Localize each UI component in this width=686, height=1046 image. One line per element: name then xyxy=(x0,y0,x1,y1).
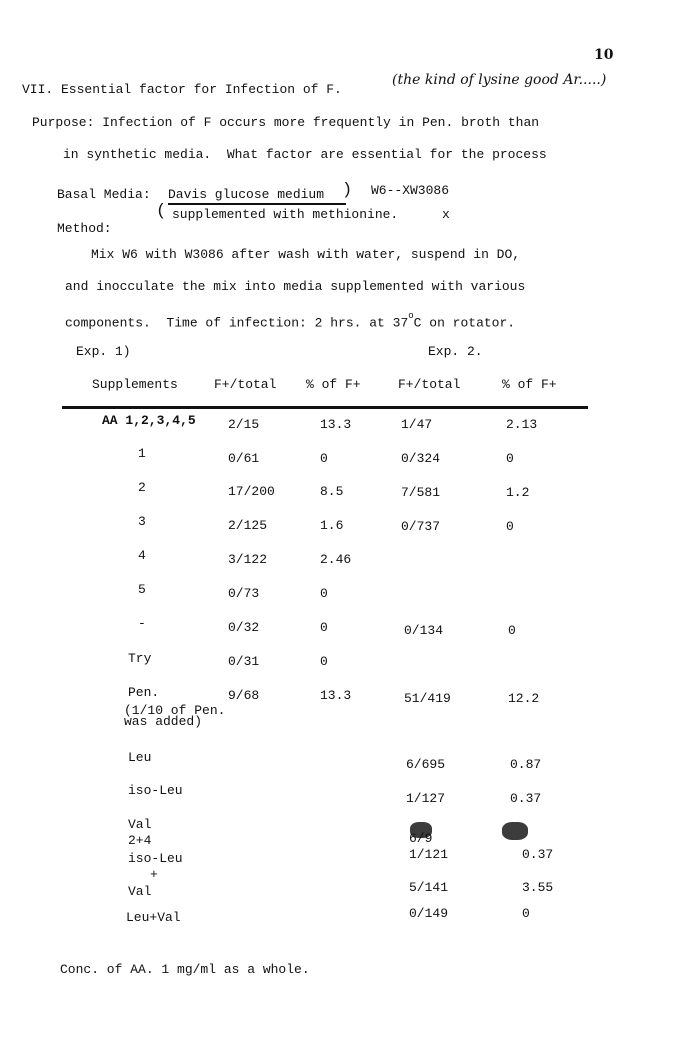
table-row-supplement: 2 xyxy=(138,480,146,495)
header-f-total-1: F+/total xyxy=(214,377,277,392)
table-row-supplement: 2+4 xyxy=(128,833,152,848)
table-cell: 7/581 xyxy=(401,485,441,500)
table-cell: 0/737 xyxy=(401,519,441,534)
table-row-supplement: iso-Leu xyxy=(128,783,183,798)
table-cell: 0 xyxy=(506,519,514,534)
exp2-label: Exp. 2. xyxy=(428,344,483,359)
table-row-supplement: AA 1,2,3,4,5 xyxy=(102,413,196,428)
table-cell: 0 xyxy=(522,906,530,921)
table-cell: 0/32 xyxy=(228,620,260,635)
table-row-supplement: 1 xyxy=(138,446,146,461)
table-cell: 51/419 xyxy=(404,691,451,706)
table-row-supplement: iso-Leu xyxy=(128,851,183,866)
table-row-supplement: Val xyxy=(128,817,152,832)
method-line-2: and inocculate the mix into media supplemented with various xyxy=(65,279,526,294)
table-cell: 0.37 xyxy=(522,847,554,862)
table-row-supplement: 4 xyxy=(138,548,146,563)
table-row-supplement: 5 xyxy=(138,582,146,597)
table-cell: 2/125 xyxy=(228,518,268,533)
table-cell: 9/68 xyxy=(228,688,260,703)
table-cell: 0/73 xyxy=(228,586,260,601)
pen-note-line-2: was added) xyxy=(124,714,203,729)
table-cell: 0 xyxy=(320,586,328,601)
exp1-label: Exp. 1) xyxy=(76,344,131,359)
table-cell: 0 xyxy=(508,623,516,638)
table-cell: 6/9 xyxy=(409,831,433,846)
table-row-supplement: Pen. xyxy=(128,685,160,700)
purpose-line-1: Purpose: Infection of F occurs more frequently in Pen. broth than xyxy=(32,115,540,130)
table-cell: 2.46 xyxy=(320,552,352,567)
table-rule xyxy=(62,406,588,409)
footnote: Conc. of AA. 1 mg/ml as a whole. xyxy=(60,962,310,977)
table-cell: 1.6 xyxy=(320,518,344,533)
header-pct-1: % of F+ xyxy=(306,377,361,392)
table-cell: 2.13 xyxy=(506,417,538,432)
table-cell: 5/141 xyxy=(409,880,449,895)
purpose-line-2: in synthetic media. What factor are essential for the process xyxy=(63,147,547,162)
table-cell: 0/61 xyxy=(228,451,260,466)
table-row-supplement: Val xyxy=(128,884,152,899)
basal-underline xyxy=(168,203,346,205)
pen-note-line-1: (1/10 of Pen. xyxy=(124,703,226,718)
table-row-supplement: Leu xyxy=(128,750,152,765)
method-label: Method: xyxy=(57,221,112,236)
ink-smear xyxy=(502,822,528,840)
table-row-supplement: - xyxy=(138,616,146,631)
table-cell: 3.55 xyxy=(522,880,554,895)
table-row-supplement: Try xyxy=(128,651,152,666)
basal-medium: Davis glucose medium xyxy=(168,187,325,202)
header-f-total-2: F+/total xyxy=(398,377,461,392)
table-cell: 13.3 xyxy=(320,688,352,703)
x-mark: x xyxy=(442,207,450,222)
table-cell: 12.2 xyxy=(508,691,540,706)
brace-open-mark: ( xyxy=(156,202,167,221)
header-supplements: Supplements xyxy=(92,377,178,392)
table-cell: 2/15 xyxy=(228,417,260,432)
degree-mark: o xyxy=(408,311,414,321)
table-row-supplement: Leu+Val xyxy=(126,910,181,925)
table-cell: 0/134 xyxy=(404,623,444,638)
table-cell: 0 xyxy=(320,451,328,466)
table-row-supplement: + xyxy=(150,867,158,882)
strain-names: W6--XW3086 xyxy=(371,183,450,198)
table-cell: 0/324 xyxy=(401,451,441,466)
method-line-3: components. Time of infection: 2 hrs. at 37$^o$C on rotator. xyxy=(65,311,516,331)
table-cell: 1/121 xyxy=(409,847,449,862)
table-cell: 6/695 xyxy=(406,757,446,772)
brace-mark: ) xyxy=(342,181,353,200)
section-title: VII. Essential factor for Infection of F. xyxy=(22,82,342,97)
table-cell: 17/200 xyxy=(228,484,275,499)
table-cell: 0 xyxy=(320,620,328,635)
table-cell: 3/122 xyxy=(228,552,268,567)
table-cell: 0/31 xyxy=(228,654,260,669)
table-cell: 0.87 xyxy=(510,757,542,772)
table-cell: 0 xyxy=(320,654,328,669)
header-pct-2: % of F+ xyxy=(502,377,557,392)
table-row-supplement: 3 xyxy=(138,514,146,529)
table-cell: 0.37 xyxy=(510,791,542,806)
table-cell: 1.2 xyxy=(506,485,530,500)
page-number: 10 xyxy=(594,47,614,63)
table-cell: 1/127 xyxy=(406,791,446,806)
table-cell: 13.3 xyxy=(320,417,352,432)
handwritten-note: (the kind of lysine good Ar.....) xyxy=(392,72,607,88)
table-cell: 0 xyxy=(506,451,514,466)
basal-media-label: Basal Media: xyxy=(57,187,151,202)
table-cell: 8.5 xyxy=(320,484,344,499)
table-cell: 0/149 xyxy=(409,906,449,921)
method-line-1: Mix W6 with W3086 after wash with water, suspend in DO, xyxy=(91,247,521,262)
supplement-note: supplemented with methionine. xyxy=(172,207,399,222)
table-cell: 1/47 xyxy=(401,417,433,432)
